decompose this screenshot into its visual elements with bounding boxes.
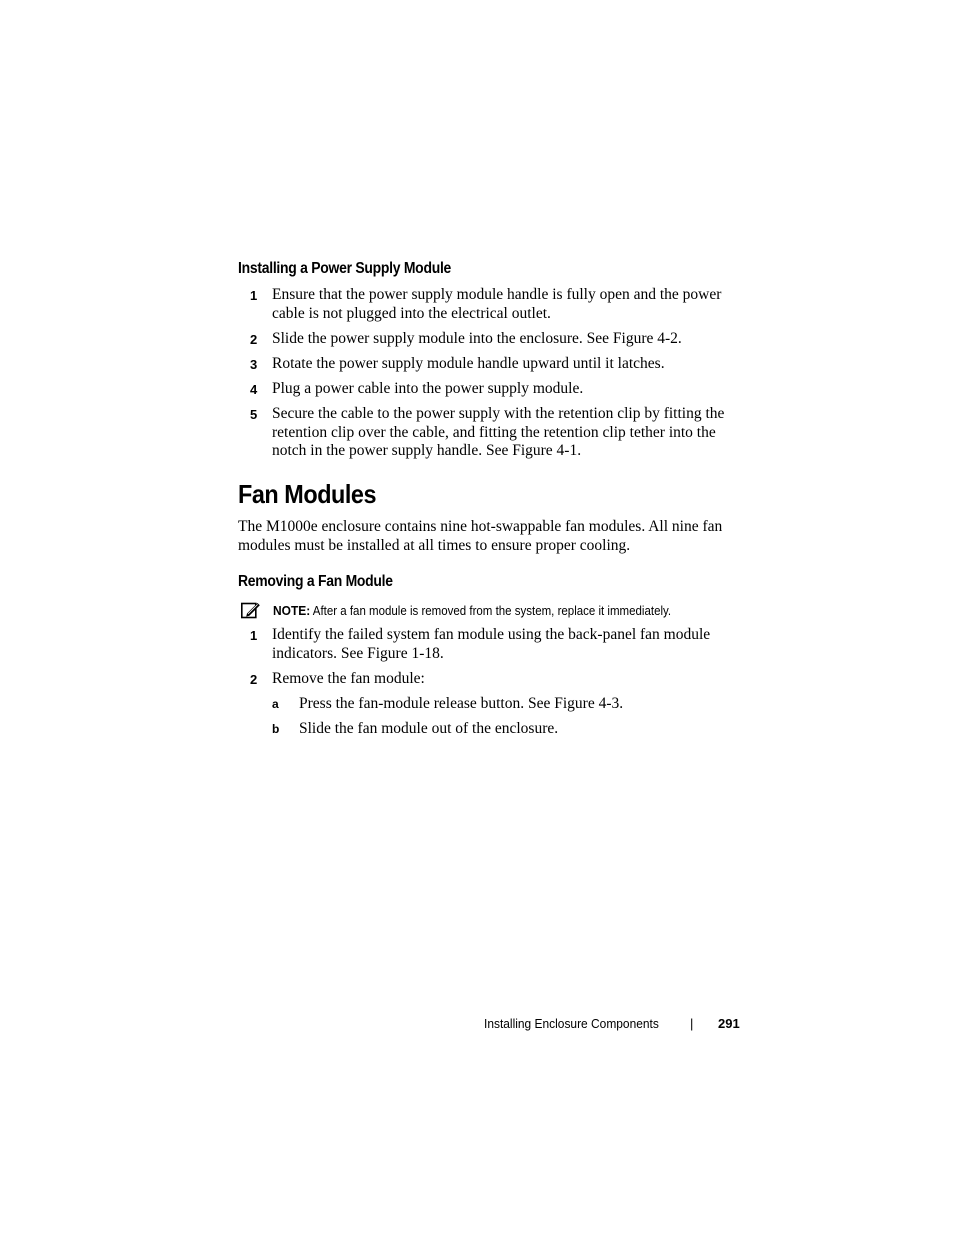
page-number: 291 xyxy=(718,1016,740,1031)
note-text xyxy=(273,602,671,620)
step-number: 5 xyxy=(250,407,258,422)
step-number: 4 xyxy=(250,382,258,397)
step-text: Ensure that the power supply module handle is fully open and the power cable is not plugged into the electrical outlet. xyxy=(272,286,722,322)
step-number: 2 xyxy=(250,332,258,347)
section-heading-installing-power-supply: Installing a Power Supply Module xyxy=(238,260,452,277)
section-heading-removing-fan-module: Removing a Fan Module xyxy=(238,573,393,590)
step-text: Identify the failed system fan module using the back-panel fan module indicators. See Figure 1-18. xyxy=(272,626,711,662)
substep-letter: a xyxy=(272,697,279,711)
step-number: 1 xyxy=(250,628,258,643)
chapter-heading-fan-modules: Fan Modules xyxy=(238,479,377,509)
step-number: 1 xyxy=(250,288,258,303)
step-number: 3 xyxy=(250,357,258,372)
note-pencil-icon xyxy=(241,601,261,619)
note-callout xyxy=(238,601,738,621)
note-label: NOTE: xyxy=(273,603,311,618)
step-text: Secure the cable to the power supply with the retention clip by fitting the retention clip over the cable, and fitting the retention clip tether into the notch in the power supply handle. See Figure 4-1. xyxy=(272,405,725,460)
body-paragraph: The M1000e enclosure contains nine hot-swappable fan modules. All nine fan modules must be installed at all times to ensure proper cooling. xyxy=(238,518,723,554)
substep-text: Press the fan-module release button. See Figure 4-3. xyxy=(299,695,624,712)
footer-separator: | xyxy=(690,1016,694,1031)
step-text: Remove the fan module: xyxy=(272,670,425,687)
step-number: 2 xyxy=(250,672,258,687)
substep-text: Slide the fan module out of the enclosure. xyxy=(299,720,559,737)
footer-chapter-title: Installing Enclosure Components xyxy=(484,1016,659,1031)
note-body: After a fan module is removed from the system, replace it immediately. xyxy=(310,604,672,618)
step-text: Slide the power supply module into the enclosure. See Figure 4-2. xyxy=(272,330,682,347)
step-text: Rotate the power supply module handle upward until it latches. xyxy=(272,355,665,372)
step-text: Plug a power cable into the power supply module. xyxy=(272,380,584,397)
substep-letter: b xyxy=(272,722,280,736)
